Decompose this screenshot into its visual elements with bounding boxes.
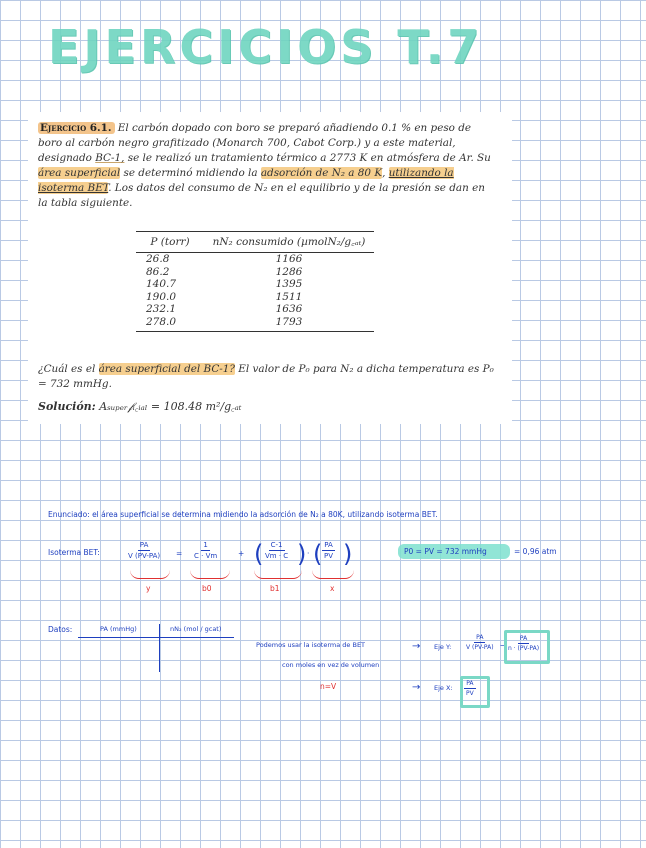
- ejey-box-den: n · (PV-PA): [508, 645, 540, 652]
- table-cell-p: 278.0: [136, 316, 204, 332]
- highlight-area: área superficial: [38, 167, 121, 179]
- ejey-fraction: [464, 634, 496, 651]
- statement-part-5: . Los datos del consumo de N₂ en el equilibrio y de la presión se dan en la tabla siguiente.: [38, 182, 485, 209]
- table-cell-p: 190.0: [146, 290, 177, 303]
- table-cell-p: 140.7: [146, 278, 177, 290]
- table-row: [136, 266, 374, 279]
- note-p0-conv: = 0,96 atm: [514, 547, 557, 556]
- bet-fraction-x: [322, 541, 335, 560]
- label-b1: b1: [270, 584, 280, 593]
- datos-table-hline: [78, 637, 234, 638]
- solution-label: Solución:: [38, 400, 96, 413]
- solution-value: Aₛᵤₚₑᵣ𝒻ᵢ꜀ᵢₐₗ = 108.48 m²/g꜀ₐₜ: [95, 400, 242, 413]
- bet-fraction-b0-num: 1: [203, 541, 208, 549]
- statement-part-1: El carbón dopado con boro se preparó añadiendo 0.1 % en peso de boro al carbón negro grafitizado (Monarch 700, Cabot Corp.) y a este material, designado: [38, 122, 472, 164]
- table-cell-p: 232.1: [146, 303, 177, 315]
- bet-fraction-y-num: PA: [139, 541, 149, 549]
- question-part-2: El valor de P₀ para N₂ a dicha temperatura es P₀ = 732 mmHg.: [38, 363, 494, 390]
- brace-b1: [254, 570, 302, 579]
- bet-fraction-b0-den: C · Vm: [194, 552, 218, 560]
- exercise-solution: [38, 400, 494, 414]
- note-enunciado: Enunciado: el área superficial se determina midiendo la adsorción de N₂ a 80K, utilizando isoterma BET.: [48, 510, 438, 519]
- note-n-eq-v: n=V: [320, 682, 337, 691]
- ejey-fraction-num: PA: [476, 634, 484, 641]
- table-row: [136, 303, 374, 316]
- note-bet-label: Isoterma BET:: [48, 548, 100, 557]
- highlight-bet: utilizando la isoterma BET: [38, 167, 454, 194]
- table-cell-n: 1395: [275, 278, 303, 290]
- statement-bc1: BC-1,: [95, 152, 125, 164]
- brace-x: [312, 570, 354, 579]
- ejey-box-fraction: [506, 635, 541, 652]
- exercise-label: Ejercicio 6.1.: [38, 122, 115, 134]
- bet-equals: =: [176, 549, 183, 558]
- table-row: [136, 291, 374, 304]
- note-bet-moles-1: Podemos usar la isoterma de BET: [256, 641, 366, 649]
- label-ejex: Eje X:: [434, 684, 453, 692]
- bet-fraction-x-den: PV: [324, 552, 334, 560]
- table-row: [136, 253, 374, 266]
- label-ejey: Eje Y:: [434, 643, 452, 651]
- label-y: y: [146, 584, 151, 593]
- note-p0: P0 = PV = 732 mmHg: [404, 547, 487, 556]
- ejex-box-fraction: [464, 680, 476, 697]
- bet-dot: ·: [307, 549, 310, 558]
- bet-plus: +: [238, 549, 245, 558]
- exercise-card: [28, 112, 512, 424]
- bet-fraction-b1-den: Vm · C: [265, 552, 289, 560]
- statement-part-2: se le realizó un tratamiento térmico a 2773 K en atmósfera de Ar. Su: [124, 152, 491, 164]
- table-cell-n: 1636: [275, 303, 303, 315]
- data-table: [136, 231, 374, 332]
- table-header-n: nN₂ consumido (µmolN₂/g꜀ₐₜ): [204, 232, 374, 253]
- question-part-1: ¿Cuál es el: [38, 363, 99, 375]
- table-cell-p: 26.8: [146, 253, 170, 265]
- table-header-p: P (torr): [136, 232, 204, 253]
- table-cell-n: 1511: [275, 290, 303, 303]
- highlight-adsorption: adsorción de N₂ a 80 K: [260, 167, 383, 179]
- table-row: [136, 316, 374, 332]
- note-bet-moles-2: con moles en vez de volumen: [282, 661, 380, 669]
- brace-y: [130, 570, 170, 579]
- paren-open-2: (: [313, 540, 323, 568]
- exercise-question: [38, 362, 494, 392]
- bet-fraction-b0: [192, 541, 219, 560]
- note-datos: Datos:: [48, 625, 73, 634]
- arrow-ejex: →: [412, 682, 421, 693]
- ejey-fraction-den: V (PV-PA): [466, 644, 494, 651]
- statement-part-3: se determinó midiendo la: [120, 167, 261, 179]
- table-cell-n: 1166: [275, 253, 303, 265]
- table-cell-n: 1793: [204, 316, 374, 332]
- ejex-box-den: PV: [466, 690, 474, 697]
- label-x: x: [330, 584, 335, 593]
- paren-open-1: (: [254, 540, 264, 568]
- bet-fraction-b1-num: C-1: [270, 541, 283, 549]
- col-pa-header: PA (mmHg): [100, 625, 137, 633]
- datos-table-vline: [159, 624, 160, 672]
- bet-fraction-b1: [263, 541, 290, 560]
- brace-b0: [190, 570, 230, 579]
- statement-part-4: ,: [382, 167, 389, 179]
- bet-fraction-y-den: V (PV-PA): [128, 552, 161, 560]
- ejey-arrow: →: [500, 641, 507, 650]
- page-title: EJERCICIOS T.7: [48, 20, 484, 74]
- col-nn2-header: nN₂ (mol / gcat): [170, 625, 222, 633]
- label-b0: b0: [202, 584, 212, 593]
- table-cell-n: 1286: [275, 265, 303, 278]
- bet-fraction-y: [126, 541, 162, 560]
- table-row: [136, 278, 374, 291]
- table-cell-p: 86.2: [146, 265, 170, 278]
- paren-close-1: ): [297, 540, 307, 568]
- ejex-box-num: PA: [466, 680, 474, 687]
- highlight-question: área superficial del BC-1?: [98, 363, 235, 375]
- arrow-ejey: →: [412, 641, 421, 652]
- table-header-row: [136, 232, 374, 253]
- ejey-box-num: PA: [519, 635, 528, 642]
- bet-fraction-x-num: PA: [324, 541, 333, 549]
- exercise-statement: [38, 121, 494, 211]
- paren-close-2: ): [343, 540, 353, 568]
